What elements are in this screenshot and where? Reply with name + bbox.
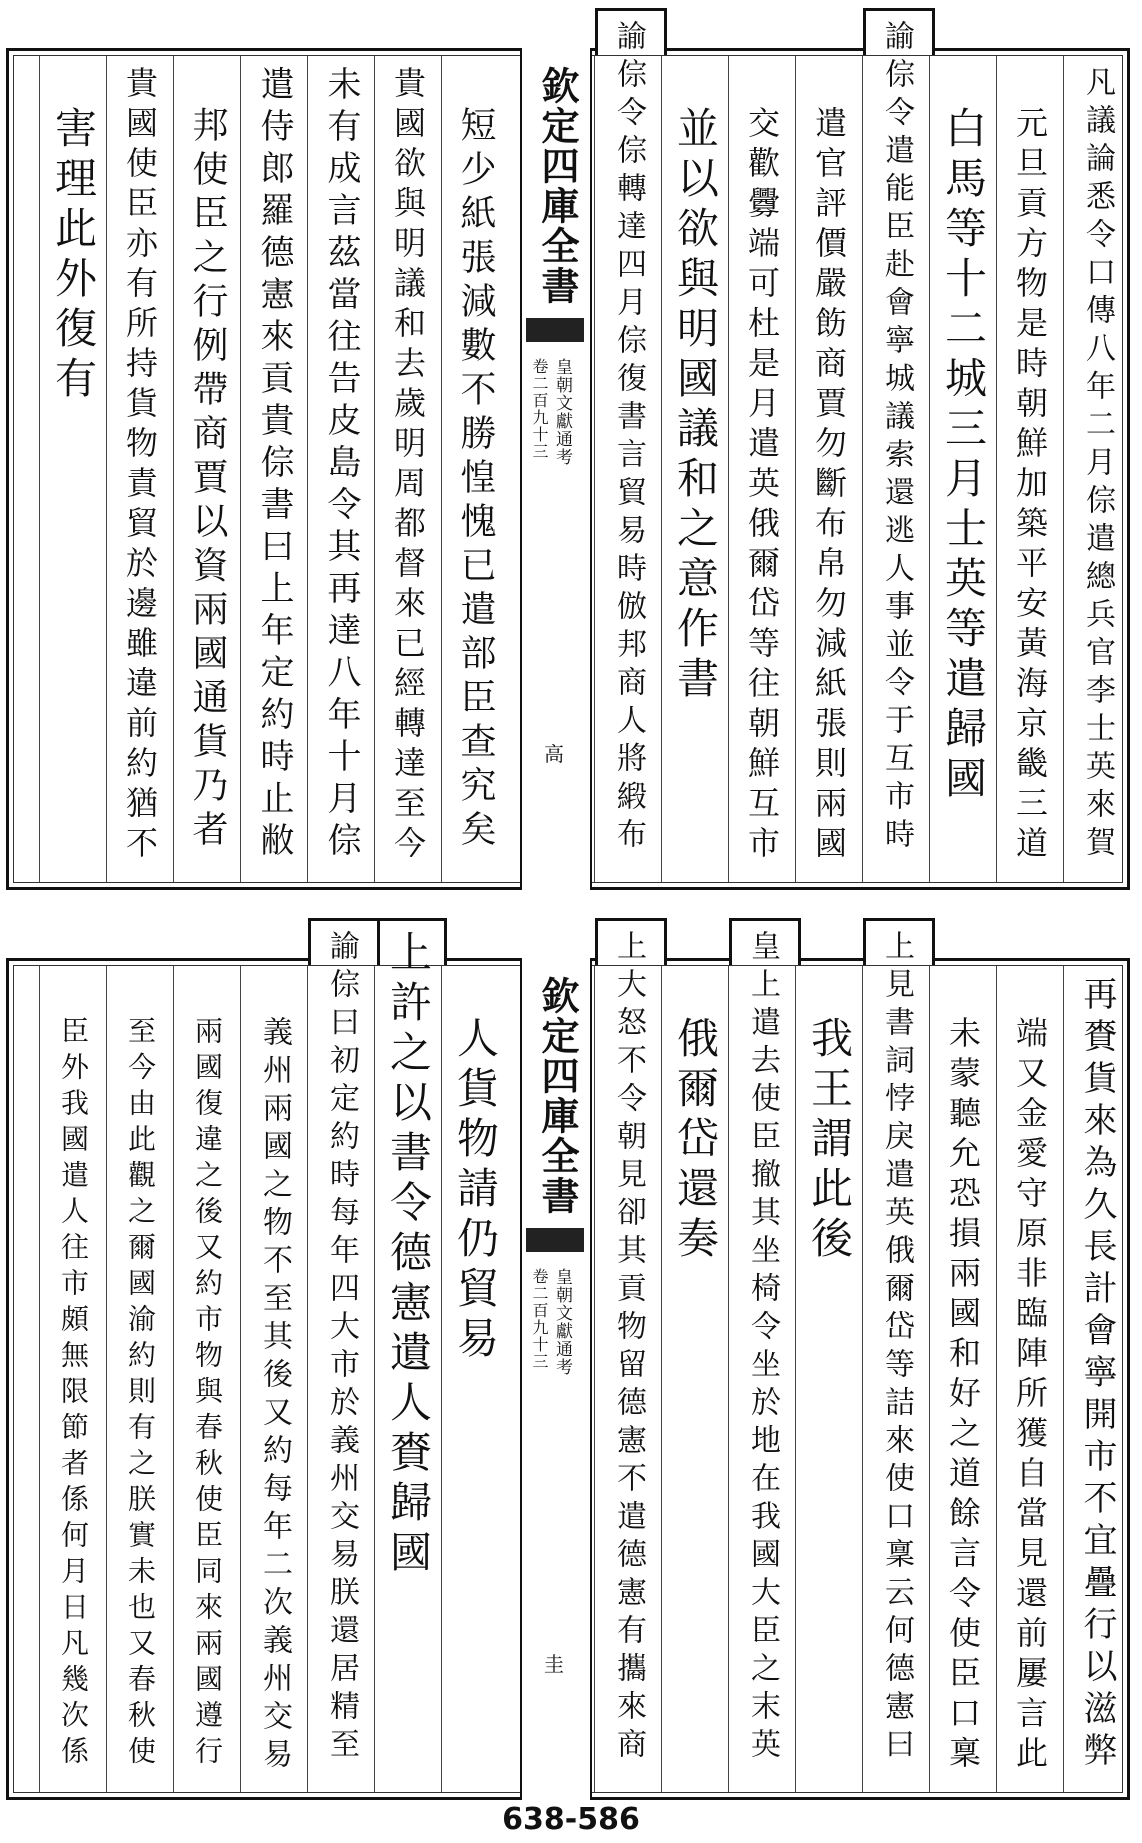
column-rule xyxy=(1063,966,1064,1792)
column-rule xyxy=(307,966,308,1792)
column-text: 兩國復違之後又約市物與春秋使臣同來兩國遵行 xyxy=(191,1016,224,1772)
top-page xyxy=(6,8,1134,890)
column-text: 義州兩國之物不至其後又約每年二次義州交易 xyxy=(257,1016,292,1776)
column-text: 諭倧令倧轉達四月倧復書言貿易時倣邦商人將緞布 xyxy=(611,20,646,856)
text-column xyxy=(446,106,504,880)
book-title: 皇朝文獻通考 xyxy=(552,1268,572,1376)
column-text: 並以欲與明國議和之意作書 xyxy=(671,106,720,706)
column-text: 端又金愛守原非臨陣所獲自當見還前屢言此 xyxy=(1011,1016,1049,1776)
column-rule xyxy=(929,966,930,1792)
column-rule xyxy=(862,966,863,1792)
column-text: 交歡釁端可杜是月遣英俄爾岱等往朝鮮互市 xyxy=(743,106,781,866)
text-column xyxy=(800,1016,858,1790)
text-column xyxy=(178,106,236,880)
column-rule xyxy=(173,56,174,882)
column-text: 貴國使臣亦有所持貨物責貿於邊雖違前約猶不 xyxy=(121,66,159,866)
text-column xyxy=(934,1016,992,1790)
column-rule xyxy=(996,966,997,1792)
text-column xyxy=(599,930,657,1790)
text-column xyxy=(312,66,370,880)
column-rule xyxy=(374,966,375,1792)
column-rule xyxy=(106,966,107,1792)
library-title: 欽定四庫全書 xyxy=(535,976,580,1216)
text-column xyxy=(1001,106,1059,880)
bottom-page xyxy=(6,918,1134,1800)
column-rule xyxy=(661,966,662,1792)
column-text: 至今由此觀之爾國渝約則有之朕實未也又春秋使 xyxy=(124,1016,157,1772)
column-text: 遣侍郎羅德憲來貢貴倧書曰上年定約時止敝 xyxy=(254,66,294,864)
column-text: 諭倧曰初定約時每年四大市於義州交易朕還居精至 xyxy=(324,930,359,1766)
book-title: 皇朝文獻通考 xyxy=(552,358,572,466)
column-text: 我王謂此後 xyxy=(805,1016,854,1266)
text-column xyxy=(245,1016,303,1790)
text-column xyxy=(379,66,437,880)
column-text: 貴國欲與明議和去歲明周都督來已經轉達至今 xyxy=(389,66,427,866)
column-text: 上許之以書令德憲遺人賚歸國 xyxy=(384,930,433,1580)
column-text: 遣官評價嚴飭商賈勿斷布帛勿減紙張則兩國 xyxy=(810,106,848,866)
column-rule xyxy=(795,966,796,1792)
text-column xyxy=(934,106,992,880)
text-column xyxy=(599,20,657,880)
column-rule xyxy=(728,56,729,882)
column-text: 人貨物請仍貿易 xyxy=(451,1016,500,1366)
text-column xyxy=(800,106,858,880)
column-rule xyxy=(307,56,308,882)
text-column xyxy=(1068,976,1126,1790)
column-text: 害理此外復有 xyxy=(49,106,98,406)
text-column xyxy=(666,1016,724,1790)
column-rule xyxy=(240,56,241,882)
column-rule xyxy=(106,56,107,882)
column-rule xyxy=(862,56,863,882)
center-margin-strip xyxy=(520,958,592,1800)
column-text: 俄爾岱還奏 xyxy=(671,1016,720,1266)
text-column xyxy=(867,930,925,1790)
text-column xyxy=(867,20,925,880)
volume-number: 卷二百九十三 xyxy=(530,1268,549,1370)
column-text: 凡議論悉令口傳八年二月倧遣總兵官李士英來賀 xyxy=(1080,66,1115,864)
text-column xyxy=(245,66,303,880)
column-text: 上大怒不令朝見卻其貢物留德憲不遣德憲有攜來商 xyxy=(611,930,646,1766)
column-rule xyxy=(661,56,662,882)
text-column xyxy=(111,66,169,880)
text-column xyxy=(178,1016,236,1790)
column-rule xyxy=(795,56,796,882)
column-rule xyxy=(173,966,174,1792)
text-column xyxy=(379,930,437,1790)
column-rule xyxy=(374,56,375,882)
fish-tail-mark xyxy=(526,318,584,342)
text-column xyxy=(1068,66,1126,880)
text-column xyxy=(312,930,370,1790)
page-number: 638-586 xyxy=(502,1802,640,1837)
library-title: 欽定四庫全書 xyxy=(535,66,580,306)
column-rule xyxy=(240,966,241,1792)
text-column xyxy=(44,106,102,880)
column-text: 元旦貢方物是時朝鮮加築平安黃海京畿三道 xyxy=(1011,106,1049,866)
text-column xyxy=(44,1016,102,1790)
column-rule xyxy=(996,56,997,882)
text-column xyxy=(446,1016,504,1790)
column-rule xyxy=(39,966,40,1792)
text-column xyxy=(1001,1016,1059,1790)
column-rule xyxy=(929,56,930,882)
column-text: 諭倧令遣能臣赴會寧城議索還逃人事並令于互市時 xyxy=(879,20,914,856)
column-text: 未蒙聽允恐損兩國和好之道餘言令使臣口稟 xyxy=(944,1016,982,1776)
text-column xyxy=(111,1016,169,1790)
leaf-number: 圭 xyxy=(544,1652,564,1676)
column-text: 短少紙張減數不勝惶愧已遣部臣查究矣 xyxy=(455,106,496,854)
text-column xyxy=(733,106,791,880)
column-text: 再賚貨來為久長計會寧開市不宜疊行以滋弊 xyxy=(1077,976,1117,1774)
column-rule xyxy=(594,966,595,1792)
text-column xyxy=(733,930,791,1790)
column-text: 邦使臣之行例帶商賈以資兩國通貨乃者 xyxy=(187,106,228,854)
center-margin-strip xyxy=(520,48,592,890)
fish-tail-mark xyxy=(526,1228,584,1252)
text-column xyxy=(666,106,724,880)
volume-number: 卷二百九十三 xyxy=(530,358,549,460)
column-text: 臣外我國遣人往市頗無限節者係何月日凡幾次係 xyxy=(57,1016,90,1772)
column-rule xyxy=(594,56,595,882)
column-rule xyxy=(728,966,729,1792)
column-text: 皇上遣去使臣撤其坐椅令坐於地在我國大臣之末英 xyxy=(745,930,780,1766)
leaf-number: 高 xyxy=(544,742,564,766)
column-text: 未有成言茲當往告皮島令其再達八年十月倧 xyxy=(321,66,361,864)
column-rule xyxy=(39,56,40,882)
column-rule xyxy=(441,966,442,1792)
column-text: 白馬等十二城三月士英等遣歸國 xyxy=(939,106,988,806)
column-rule xyxy=(441,56,442,882)
column-rule xyxy=(1063,56,1064,882)
column-text: 上見書詞悖戾遣英俄爾岱等詰來使口稟云何德憲曰 xyxy=(879,930,914,1766)
